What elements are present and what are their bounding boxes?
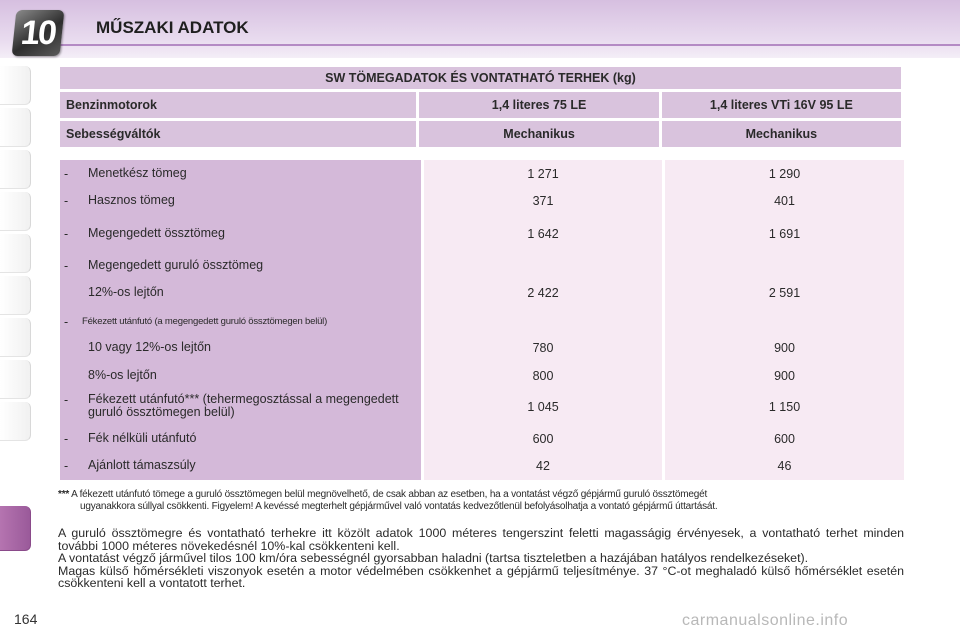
- row-dash: -: [64, 259, 69, 273]
- table-title: SW TÖMEGADATOK ÉS VONTATHATÓ TERHEK (kg): [60, 67, 901, 89]
- row-dash: -: [64, 432, 69, 446]
- chapter-side-tabs: [0, 66, 30, 546]
- row-value-engine-2: 600: [774, 432, 795, 446]
- row-value-engine-2: 1 150: [768, 400, 801, 414]
- row-value-engine-1: 371: [532, 194, 554, 208]
- footnote-line-2: ugyanakkora súllyal csökkenti. Figyelem! A kevéssé megterhelt gépjárművel való vontatás kedvezőtlenül befolyásolhatja a vontató gépjármű úttartását.: [80, 501, 718, 512]
- paragraph-speed-limit: A vontatást végző járművel tilos 100 km/óra sebességnél gyorsabban haladni (tartsa tiszteletben a hazájában hatályos rendelkezéseket).: [58, 551, 809, 566]
- side-tab-9[interactable]: [0, 402, 31, 441]
- row-value-engine-1: 800: [532, 369, 554, 383]
- row-dash: -: [64, 459, 69, 473]
- gearbox-2-header: Mechanikus: [662, 121, 901, 147]
- row-label: Menetkész tömeg: [88, 166, 187, 180]
- page-number: 164: [14, 611, 38, 627]
- row-value-engine-2: 401: [774, 194, 795, 208]
- side-tab-7[interactable]: [0, 318, 31, 357]
- weights-table: [57, 64, 904, 150]
- row-dash: -: [64, 167, 69, 181]
- row-value-engine-2: 2 591: [768, 286, 801, 300]
- row-label: Megengedett guruló össztömeg: [88, 258, 264, 272]
- engine-2-header: 1,4 literes VTi 16V 95 LE: [662, 92, 901, 118]
- row-label: Fékezett utánfutó (a megengedett guruló össztömegen belül): [82, 316, 328, 327]
- row-dash: -: [64, 315, 69, 329]
- row-dash: -: [64, 194, 69, 208]
- row-label: Fékezett utánfutó*** (tehermegosztással a megengedett guruló össztömegen belül): [88, 392, 399, 419]
- chapter-title: MŰSZAKI ADATOK: [96, 18, 249, 37]
- row-value-engine-1: 2 422: [527, 286, 559, 300]
- side-tab-3[interactable]: [0, 150, 31, 189]
- gearbox-1-header: Mechanikus: [419, 121, 658, 147]
- row-label: 12%-os lejtőn: [88, 285, 164, 299]
- row-value-engine-2: 1 691: [768, 227, 801, 241]
- gearbox-label: Sebességváltók: [60, 121, 416, 147]
- row-value-engine-1: 780: [532, 341, 554, 355]
- footnote-mark: ***: [58, 489, 70, 500]
- side-tab-4[interactable]: [0, 192, 31, 231]
- chapter-number-badge: 10: [12, 10, 65, 56]
- paragraph-altitude: A guruló össztömegre és vontatható terhekre itt közölt adatok 1000 méteres tengerszint feletti magasságig érvényesek, a vontatható terhet minden további 1000 méteres növekedésnél 10%-kal csökkenteni kell.: [58, 526, 904, 553]
- side-tab-2[interactable]: [0, 108, 31, 147]
- watermark: carmanualsonline.info: [682, 612, 849, 629]
- footnote-line-1: A fékezett utánfutó tömege a guruló össztömegen belül megnövelhető, de csak abban az esetben, ha a vontatást végző gépjármű guruló össztömegét: [71, 489, 708, 500]
- weights-table-body: [60, 160, 904, 480]
- row-label: 10 vagy 12%-os lejtőn: [88, 340, 211, 354]
- row-value-engine-1: 600: [532, 432, 554, 446]
- paragraph-temperature: Magas külső hőmérsékleti viszonyok esetén a motor védelmében csökkenhet a gépjármű teljesítménye. 37 °C-ot meghaladó külső hőmérséklet esetén csökkenteni kell a vontatott terhet.: [58, 563, 904, 591]
- row-label: Megengedett össztömeg: [88, 226, 225, 240]
- row-value-engine-1: 1 642: [527, 227, 559, 241]
- side-tab-10-active[interactable]: [0, 506, 31, 551]
- row-value-engine-1: 42: [536, 459, 550, 473]
- row-label: Hasznos tömeg: [88, 193, 175, 207]
- row-value-engine-1: 1 045: [527, 400, 559, 414]
- side-tab-1[interactable]: [0, 66, 31, 105]
- side-tab-8[interactable]: [0, 360, 31, 399]
- row-dash: -: [64, 393, 69, 407]
- side-tab-6[interactable]: [0, 276, 31, 315]
- row-label: Fék nélküli utánfutó: [88, 431, 197, 445]
- header-divider: [60, 44, 960, 46]
- body-text: [58, 527, 904, 590]
- engines-label: Benzinmotorok: [60, 92, 416, 118]
- row-value-engine-2: 900: [774, 369, 795, 383]
- row-label: 8%-os lejtőn: [88, 368, 157, 382]
- row-value-engine-1: 1 271: [527, 167, 559, 181]
- row-value-engine-2: 46: [777, 459, 792, 473]
- engine-1-header: 1,4 literes 75 LE: [419, 92, 658, 118]
- row-value-engine-2: 900: [774, 341, 795, 355]
- row-label: Ajánlott támaszsúly: [88, 458, 196, 472]
- row-dash: -: [64, 227, 69, 241]
- footnote: [58, 489, 908, 513]
- row-value-engine-2: 1 290: [768, 167, 801, 181]
- side-tab-5[interactable]: [0, 234, 31, 273]
